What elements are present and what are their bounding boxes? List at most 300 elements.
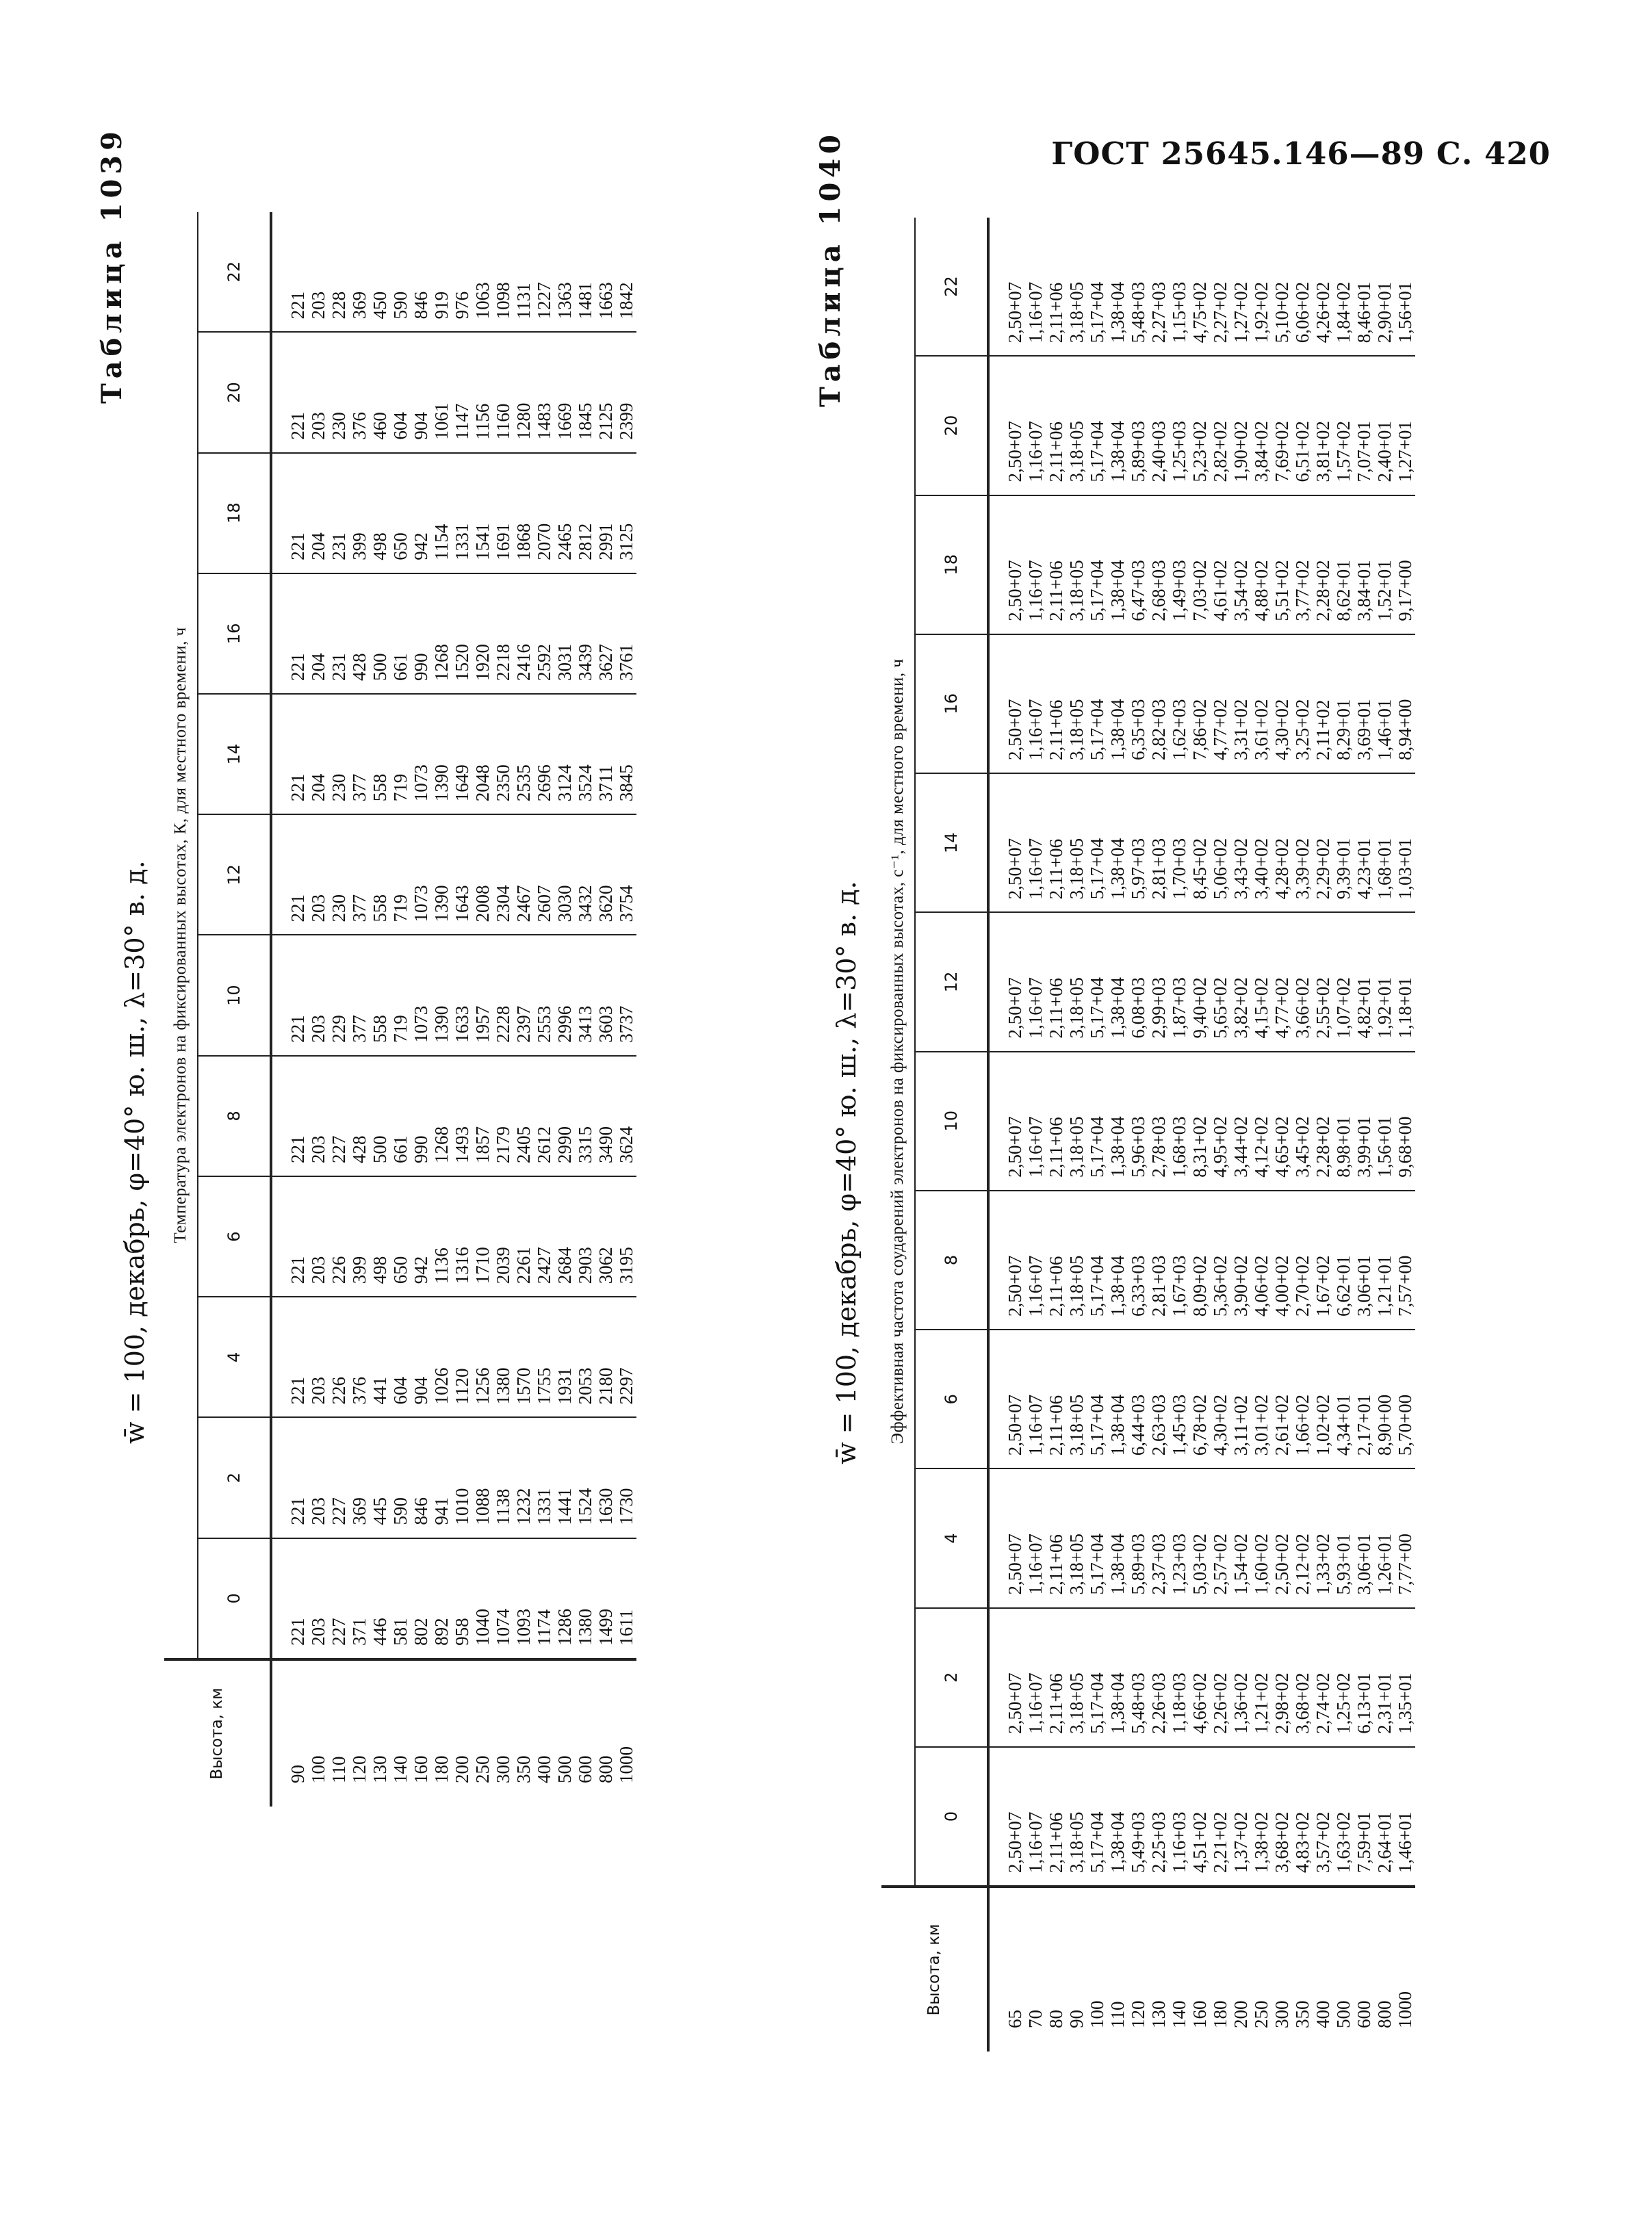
hour-header: 16	[915, 634, 988, 773]
table-cell: 231	[328, 653, 349, 682]
table-cell: 5,06+02	[1210, 838, 1230, 900]
table-cell: 445	[370, 1497, 390, 1525]
table-cell: 3,68+02	[1272, 1811, 1292, 1874]
table-cell: 1643	[452, 885, 472, 922]
table-cell: 5,17+04	[1087, 699, 1107, 761]
table-cell: 4,51+02	[1189, 1811, 1210, 1874]
table-cell: 846	[411, 291, 431, 320]
table-cell: 3,81+02	[1313, 421, 1333, 482]
table-cell: 5,48+03	[1128, 281, 1148, 344]
table-cell: 1154	[431, 523, 452, 560]
table-cell: 1010	[452, 1488, 472, 1525]
table-cell: 3,66+02	[1292, 977, 1313, 1039]
table-cell: 2,11+02	[1313, 699, 1333, 761]
table-cell: 4,30+02	[1272, 699, 1292, 761]
value-column	[271, 694, 636, 814]
table-cell: 3413	[575, 1005, 595, 1043]
table-cell: 1331	[534, 1488, 554, 1525]
table-cell: 3,01+02	[1251, 1394, 1272, 1456]
table-title: w̄ = 100, декабрь, φ=40° ю. ш., λ=30° в. д.	[831, 881, 862, 1464]
altitude-value: 400	[534, 1755, 554, 1783]
hour-header: 16	[198, 573, 271, 694]
table-cell: 1,27+01	[1395, 421, 1415, 482]
table-cell: 1,16+07	[1025, 1672, 1046, 1734]
table-cell: 2399	[616, 402, 636, 440]
table-cell: 2,11+06	[1046, 978, 1066, 1039]
table-cell: 8,98+01	[1333, 1116, 1354, 1178]
table-cell: 1481	[575, 282, 595, 320]
table-cell: 3,57+02	[1313, 1811, 1333, 1874]
table-cell: 2,11+06	[1046, 1673, 1066, 1734]
altitude-header: Высота, км	[164, 1659, 271, 1807]
value-column	[988, 1608, 1415, 1747]
table-cell: 2,11+06	[1046, 1812, 1066, 1874]
table-cell: 5,93+01	[1333, 1533, 1354, 1595]
table-cell: 2,50+07	[1005, 1255, 1025, 1317]
hour-header: 10	[915, 1052, 988, 1191]
table-cell: 1868	[513, 523, 534, 560]
table-cell: 650	[390, 532, 411, 560]
altitude-value: 110	[328, 1756, 349, 1783]
table-cell: 2,50+02	[1272, 1533, 1292, 1595]
table-cell: 7,59+01	[1354, 1811, 1374, 1874]
table-cell: 2,26+02	[1210, 1672, 1230, 1734]
table-cell: 3,18+05	[1066, 1116, 1087, 1178]
table-cell: 5,89+03	[1128, 421, 1148, 482]
table-cell: 204	[308, 532, 328, 560]
table-cell: 1280	[513, 402, 534, 440]
hour-header: 8	[198, 1056, 271, 1176]
table-cell: 1691	[493, 523, 513, 560]
table-cell: 3,18+05	[1066, 1533, 1087, 1595]
table-cell: 919	[431, 291, 452, 320]
table-cell: 2,26+03	[1148, 1672, 1169, 1734]
table-cell: 661	[390, 653, 411, 682]
table-cell: 203	[308, 894, 328, 922]
table-cell: 1,84+02	[1333, 281, 1354, 344]
table-cell: 230	[328, 773, 349, 802]
altitude-value: 160	[411, 1755, 431, 1783]
table-cell: 5,17+04	[1087, 977, 1107, 1039]
page-number: С. 420	[1436, 135, 1551, 172]
table-cell: 428	[349, 653, 370, 682]
value-column	[271, 814, 636, 935]
hour-header: 18	[915, 495, 988, 634]
altitude-value: 70	[1025, 2010, 1046, 2028]
value-column	[988, 634, 1415, 773]
table-cell: 3315	[575, 1126, 595, 1163]
table-cell: 1026	[431, 1367, 452, 1405]
table-cell: 1920	[472, 644, 493, 682]
value-column	[271, 1056, 636, 1176]
table-cell: 221	[287, 1618, 308, 1646]
table-cell: 1,37+02	[1230, 1811, 1251, 1874]
table-cell: 2,40+01	[1374, 421, 1395, 482]
table-cell: 2,81+03	[1148, 1255, 1169, 1317]
table-cell: 221	[287, 532, 308, 560]
table-cell: 9,39+01	[1333, 838, 1354, 900]
table-cell: 203	[308, 1015, 328, 1043]
table-cell: 3,18+05	[1066, 1811, 1087, 1874]
table-cell: 5,89+03	[1128, 1533, 1148, 1595]
table-cell: 990	[411, 1135, 431, 1163]
table-cell: 1,87+03	[1169, 977, 1189, 1039]
hour-header: 10	[198, 935, 271, 1056]
table-cell: 399	[349, 532, 370, 560]
table-cell: 1,63+02	[1333, 1811, 1354, 1874]
table-cell: 941	[431, 1497, 452, 1525]
hour-header: 6	[198, 1176, 271, 1297]
table-cell: 2,70+02	[1292, 1255, 1313, 1317]
table-cell: 2903	[575, 1247, 595, 1284]
table-cell: 2,55+02	[1313, 977, 1333, 1039]
altitude-value: 200	[452, 1755, 472, 1783]
altitude-value: 80	[1046, 2010, 1066, 2028]
table-cell: 3,39+02	[1292, 838, 1313, 900]
table-cell: 1,16+07	[1025, 1533, 1046, 1595]
table-cell: 1147	[452, 403, 472, 440]
table-cell: 3,45+02	[1292, 1116, 1313, 1178]
table-cell: 3,69+01	[1354, 699, 1374, 761]
table-cell: 446	[370, 1618, 390, 1646]
table-cell: 203	[308, 1618, 328, 1646]
table-cell: 650	[390, 1256, 411, 1284]
table-cell: 3711	[595, 765, 616, 802]
table-cell: 2,11+06	[1046, 1117, 1066, 1178]
table-cell: 7,86+02	[1189, 699, 1210, 761]
table-cell: 3,06+01	[1354, 1255, 1374, 1317]
table-cell: 7,07+01	[1354, 421, 1374, 482]
table-cell: 1499	[595, 1608, 616, 1646]
table-cell: 1,49+03	[1169, 560, 1189, 621]
hour-header: 4	[915, 1468, 988, 1607]
altitude-value: 120	[1128, 2000, 1148, 2028]
table-cell: 3,90+02	[1230, 1255, 1251, 1317]
table-cell: 5,97+03	[1128, 838, 1148, 900]
table-cell: 3195	[616, 1247, 636, 1284]
table-cell: 2812	[575, 523, 595, 560]
altitude-value: 350	[513, 1755, 534, 1783]
table-cell: 1520	[452, 644, 472, 682]
table-cell: 2996	[554, 1005, 575, 1043]
table-cell: 590	[390, 291, 411, 320]
table-cell: 5,10+02	[1272, 281, 1292, 344]
table-cell: 5,17+04	[1087, 1672, 1107, 1734]
table-cell: 5,17+04	[1087, 1255, 1107, 1317]
table-cell: 1,38+04	[1107, 699, 1128, 761]
table-cell: 2053	[575, 1367, 595, 1405]
table-cell: 1,66+02	[1292, 1394, 1313, 1456]
value-column	[271, 1538, 636, 1659]
table-cell: 221	[287, 412, 308, 440]
altitude-column	[271, 1659, 636, 1807]
table-cell: 2,11+06	[1046, 282, 1066, 344]
table-cell: 1,16+07	[1025, 560, 1046, 621]
table-cell: 377	[349, 1015, 370, 1043]
altitude-value: 600	[1354, 2000, 1374, 2028]
table-cell: 1363	[554, 282, 575, 320]
table-cell: 203	[308, 412, 328, 440]
table-cell: 1,33+02	[1313, 1533, 1333, 1595]
altitude-value: 250	[1251, 2000, 1272, 2028]
table-cell: 8,29+01	[1333, 699, 1354, 761]
table-cell: 1,16+07	[1025, 1255, 1046, 1317]
table-cell: 226	[328, 1256, 349, 1284]
table-cell: 5,70+00	[1395, 1394, 1415, 1456]
table-cell: 3,77+02	[1292, 560, 1313, 621]
table-cell: 2,11+06	[1046, 838, 1066, 900]
table-cell: 2,50+07	[1005, 699, 1025, 761]
hour-header: 22	[915, 218, 988, 356]
table-cell: 9,40+02	[1189, 977, 1210, 1039]
table-cell: 3124	[554, 764, 575, 802]
table-cell: 1,62+03	[1169, 699, 1189, 761]
table-cell: 3737	[616, 1005, 636, 1043]
table-cell: 8,45+02	[1189, 838, 1210, 900]
altitude-value: 140	[1169, 2000, 1189, 2028]
table-cell: 2990	[554, 1126, 575, 1163]
value-column	[988, 1191, 1415, 1330]
value-column	[988, 1052, 1415, 1191]
table-cell: 6,06+02	[1292, 281, 1313, 344]
table-cell: 369	[349, 291, 370, 320]
table-cell: 3620	[595, 885, 616, 922]
table-cell: 1,38+04	[1107, 1811, 1128, 1874]
table-cell: 942	[411, 532, 431, 560]
table-cell: 7,03+02	[1189, 560, 1210, 621]
table-cell: 2427	[534, 1247, 554, 1284]
page-header	[1051, 135, 1551, 172]
table-cell: 1,16+07	[1025, 421, 1046, 482]
table-cell: 1,16+07	[1025, 977, 1046, 1039]
table-cell: 5,17+04	[1087, 421, 1107, 482]
value-column	[988, 356, 1415, 495]
table-cell: 2553	[534, 1005, 554, 1043]
table-cell: 3,18+05	[1066, 281, 1087, 344]
table-cell: 5,23+02	[1189, 421, 1210, 482]
table-cell: 2,37+03	[1148, 1533, 1169, 1595]
altitude-value: 600	[575, 1755, 595, 1783]
table-cell: 1,92+02	[1251, 281, 1272, 344]
table-cell: 904	[411, 1376, 431, 1405]
table-cell: 1524	[575, 1488, 595, 1525]
table-cell: 1268	[431, 1126, 452, 1163]
data-table	[164, 212, 636, 1807]
altitude-value: 160	[1189, 2000, 1210, 2028]
table-cell: 2,12+02	[1292, 1533, 1313, 1595]
table-cell: 2039	[493, 1247, 513, 1284]
table-cell: 377	[349, 894, 370, 922]
table-cell: 1,60+02	[1251, 1533, 1272, 1595]
table-cell: 3,44+02	[1230, 1116, 1251, 1178]
table-cell: 1174	[534, 1609, 554, 1646]
table-cell: 4,77+02	[1210, 699, 1230, 761]
table-cell: 226	[328, 1376, 349, 1405]
table-cell: 6,35+03	[1128, 699, 1148, 761]
value-column	[271, 212, 636, 332]
table-cell: 1331	[452, 523, 472, 560]
table-cell: 5,17+04	[1087, 560, 1107, 621]
table-cell: 3,18+05	[1066, 421, 1087, 482]
table-cell: 2,90+01	[1374, 281, 1395, 344]
table-cell: 5,49+03	[1128, 1811, 1148, 1874]
table-cell: 450	[370, 291, 390, 320]
table-cell: 1138	[493, 1488, 513, 1525]
table-cell: 227	[328, 1135, 349, 1163]
table-cell: 3,43+02	[1230, 838, 1251, 900]
table-cell: 5,17+04	[1087, 1811, 1107, 1874]
table-cell: 2535	[513, 764, 534, 802]
table-cell: 1093	[513, 1608, 534, 1646]
table-cell: 1160	[493, 403, 513, 440]
altitude-value: 1000	[616, 1746, 636, 1783]
altitude-value: 500	[554, 1755, 575, 1783]
table-cell: 1040	[472, 1608, 493, 1646]
table-cell: 2008	[472, 885, 493, 922]
altitude-value: 90	[1066, 2010, 1087, 2028]
table-cell: 1,38+04	[1107, 1116, 1128, 1178]
table-cell: 958	[452, 1618, 472, 1646]
table-cell: 3030	[554, 885, 575, 922]
table-cell: 1441	[554, 1488, 575, 1525]
table-cell: 2612	[534, 1126, 554, 1163]
table-cell: 1227	[534, 282, 554, 320]
table-cell: 4,75+02	[1189, 281, 1210, 344]
table-cell: 1156	[472, 403, 493, 440]
table-cell: 230	[328, 894, 349, 922]
hour-header: 2	[198, 1417, 271, 1538]
table-cell: 4,00+02	[1272, 1255, 1292, 1317]
table-cell: 2,27+02	[1210, 281, 1230, 344]
table-cell: 203	[308, 1256, 328, 1284]
table-cell: 604	[390, 412, 411, 440]
table-cell: 1,26+01	[1374, 1533, 1395, 1595]
altitude-value: 130	[1148, 2000, 1169, 2028]
table-cell: 2405	[513, 1126, 534, 1163]
hour-header: 0	[198, 1538, 271, 1659]
table-cell: 1,56+01	[1374, 1116, 1395, 1178]
table-cell: 3,84+01	[1354, 560, 1374, 621]
table-cell: 4,23+01	[1354, 838, 1374, 900]
value-column	[988, 912, 1415, 1051]
altitude-value: 65	[1005, 2010, 1025, 2028]
hour-header: 14	[915, 773, 988, 912]
table-cell: 428	[349, 1135, 370, 1163]
table-cell: 2179	[493, 1126, 513, 1163]
altitude-value: 180	[1210, 2000, 1230, 2028]
table-caption: Таблица 1040	[814, 130, 847, 407]
altitude-value: 180	[431, 1755, 452, 1783]
table-cell: 1,16+03	[1169, 1811, 1189, 1874]
table-cell: 376	[349, 1376, 370, 1405]
table-cell: 4,83+02	[1292, 1811, 1313, 1874]
table-cell: 1,15+03	[1169, 281, 1189, 344]
table-cell: 1957	[472, 1005, 493, 1043]
table-cell: 2416	[513, 644, 534, 682]
table-cell: 2,31+01	[1374, 1672, 1395, 1734]
table-cell: 3,11+02	[1230, 1395, 1251, 1456]
table-cell: 1,70+03	[1169, 838, 1189, 900]
table-cell: 3,68+02	[1292, 1672, 1313, 1734]
table-cell: 2,81+03	[1148, 838, 1169, 900]
table-cell: 1611	[616, 1609, 636, 1646]
table-cell: 2,63+03	[1148, 1394, 1169, 1456]
table-cell: 6,78+02	[1189, 1394, 1210, 1456]
table-cell: 1,02+02	[1313, 1394, 1333, 1456]
table-cell: 1268	[431, 644, 452, 682]
value-column	[271, 1417, 636, 1538]
table-cell: 1,38+04	[1107, 1255, 1128, 1317]
table-cell: 498	[370, 532, 390, 560]
table-cell: 203	[308, 1497, 328, 1525]
table-cell: 8,46+01	[1354, 281, 1374, 344]
table-cell: 1074	[493, 1608, 513, 1646]
table-cell: 2048	[472, 764, 493, 802]
table-cell: 3754	[616, 885, 636, 922]
table-cell: 1,16+07	[1025, 699, 1046, 761]
table-cell: 2228	[493, 1005, 513, 1043]
table-cell: 5,48+03	[1128, 1672, 1148, 1734]
table-cell: 1061	[431, 402, 452, 440]
table-cell: 203	[308, 1376, 328, 1405]
table-cell: 590	[390, 1497, 411, 1525]
altitude-value: 100	[1087, 2000, 1107, 2028]
table-cell: 1232	[513, 1488, 534, 1525]
table-cell: 230	[328, 412, 349, 440]
table-cell: 719	[390, 773, 411, 802]
table-cell: 221	[287, 1376, 308, 1405]
altitude-value: 140	[390, 1755, 411, 1783]
table-cell: 558	[370, 1015, 390, 1043]
table-cell: 1,90+02	[1230, 421, 1251, 482]
table-cell: 1483	[534, 402, 554, 440]
table-cell: 221	[287, 894, 308, 922]
table-cell: 1,46+01	[1374, 699, 1395, 761]
table-cell: 2592	[534, 644, 554, 682]
table-cell: 498	[370, 1256, 390, 1284]
table-cell: 3,18+05	[1066, 838, 1087, 900]
table-cell: 2465	[554, 523, 575, 560]
table-cell: 1570	[513, 1367, 534, 1405]
table-cell: 1286	[554, 1608, 575, 1646]
table-cell: 1,46+01	[1395, 1811, 1415, 1874]
hour-header: 6	[915, 1330, 988, 1468]
table-cell: 6,51+02	[1292, 421, 1313, 482]
table-title: w̄ = 100, декабрь, φ=40° ю. ш., λ=30° в. д.	[120, 860, 150, 1444]
hour-header: 18	[198, 453, 271, 573]
value-column	[988, 1330, 1415, 1468]
table-cell: 4,77+02	[1272, 977, 1292, 1039]
table-cell: 990	[411, 653, 431, 682]
table-cell: 661	[390, 1135, 411, 1163]
table-cell: 3,18+05	[1066, 1255, 1087, 1317]
table-cell: 2,28+02	[1313, 560, 1333, 621]
table-cell: 1,56+01	[1395, 281, 1415, 344]
table-cell: 500	[370, 1135, 390, 1163]
table-cell: 4,30+02	[1210, 1394, 1230, 1456]
table-cell: 5,36+02	[1210, 1255, 1230, 1317]
table-cell: 2,50+07	[1005, 421, 1025, 482]
table-cell: 5,17+04	[1087, 1533, 1107, 1595]
table-cell: 221	[287, 1256, 308, 1284]
table-cell: 6,62+01	[1333, 1255, 1354, 1317]
table-cell: 1,57+02	[1333, 421, 1354, 482]
table-cell: 3439	[575, 644, 595, 682]
table-cell: 976	[452, 291, 472, 320]
table-cell: 846	[411, 1497, 431, 1525]
table-cell: 3432	[575, 885, 595, 922]
value-column	[988, 218, 1415, 356]
